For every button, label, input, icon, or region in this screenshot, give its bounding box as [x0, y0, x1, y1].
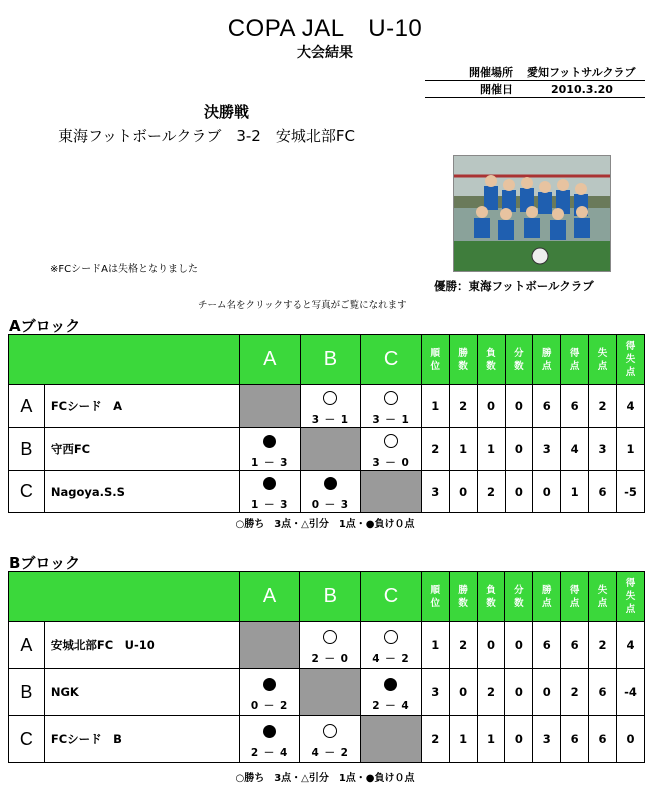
match-result-cell — [300, 622, 361, 669]
table-row — [9, 716, 645, 763]
page-subtitle: 大会結果 — [297, 45, 353, 61]
column-header-points — [533, 335, 561, 385]
column-header-text: 失点 — [597, 347, 608, 372]
column-header-text: 得失点 — [625, 341, 636, 378]
stat-cell: 2 — [477, 471, 505, 513]
column-header-draws — [505, 335, 533, 385]
match-result-cell — [239, 428, 300, 471]
column-header-text: 勝数 — [458, 347, 468, 372]
column-header-text: 負数 — [486, 347, 496, 372]
row-label: C — [9, 471, 45, 513]
win-icon — [323, 630, 337, 644]
stat-cell: 0 — [449, 669, 477, 716]
column-header-ga — [589, 572, 617, 622]
loss-icon — [384, 678, 397, 691]
stat-cell: 0 — [477, 385, 505, 428]
stat-cell: 2 — [561, 669, 589, 716]
loss-icon — [324, 477, 337, 490]
match-score: 1 － 3 — [251, 499, 289, 511]
column-header-text: 負数 — [486, 584, 496, 609]
diagonal-cell — [361, 471, 422, 513]
final-result: 東海フットボールクラブ 3-2 安城北部FC — [58, 127, 355, 145]
stat-cell: 3 — [589, 428, 617, 471]
column-header-wins — [449, 572, 477, 622]
win-icon — [384, 434, 398, 448]
column-header-losses — [477, 572, 505, 622]
stat-cell: 0 — [505, 385, 533, 428]
row-label: C — [9, 716, 45, 763]
column-header-rank — [421, 572, 449, 622]
team-name-link[interactable]: Nagoya.S.S — [44, 471, 239, 513]
column-header-text: 勝点 — [542, 584, 552, 609]
stat-cell: 2 — [421, 428, 449, 471]
column-header-c: C — [361, 335, 422, 385]
match-score: 3 － 0 — [372, 457, 410, 469]
venue-label: 開催場所 — [469, 66, 513, 79]
table-row — [9, 471, 645, 513]
match-score: 2 － 0 — [311, 653, 349, 665]
diagonal-cell — [239, 385, 300, 428]
match-result-cell — [300, 385, 361, 428]
row-label: B — [9, 669, 45, 716]
column-header-a: A — [239, 572, 300, 622]
column-header-text: 失点 — [597, 584, 608, 609]
column-header-gf — [561, 572, 589, 622]
stat-cell: 1 — [477, 428, 505, 471]
match-result-cell — [361, 622, 422, 669]
stat-cell: 0 — [449, 471, 477, 513]
stat-cell: 0 — [505, 471, 533, 513]
stat-cell: 6 — [561, 385, 589, 428]
stat-cell: 6 — [589, 471, 617, 513]
team-photo-image — [454, 156, 611, 272]
column-header-text: 得点 — [569, 584, 580, 609]
stat-cell: 6 — [561, 622, 589, 669]
stat-cell: 6 — [533, 622, 561, 669]
match-result-cell — [300, 716, 361, 763]
block-a-title: Aブロック — [9, 317, 81, 335]
match-result-cell — [361, 385, 422, 428]
row-label: B — [9, 428, 45, 471]
match-result-cell — [361, 428, 422, 471]
column-header-wins — [449, 335, 477, 385]
stat-cell: 2 — [421, 716, 449, 763]
diagonal-cell — [300, 669, 361, 716]
block-a-legend: ○勝ち 3点・△引分 1点・●負け０点 — [235, 519, 415, 530]
column-header-b: B — [300, 572, 361, 622]
match-score: 2 － 4 — [372, 699, 410, 712]
match-result-cell — [239, 471, 300, 513]
match-score: 0 － 2 — [250, 699, 289, 712]
winner-text: 優勝：東海フットボールクラブ — [434, 279, 594, 293]
stat-cell: 6 — [561, 716, 589, 763]
loss-icon — [263, 435, 276, 448]
stat-cell: 1 — [477, 716, 505, 763]
disqualification-note: ※FCシードAは失格となりました — [50, 264, 198, 275]
stat-cell: 0 — [617, 716, 645, 763]
match-score: 1 － 3 — [251, 456, 289, 469]
stat-cell: 2 — [449, 622, 477, 669]
column-header-gf — [561, 335, 589, 385]
table-header-row — [9, 335, 645, 385]
venue-value: 愛知フットサルクラブ — [527, 66, 636, 79]
match-score: 4 － 2 — [311, 747, 349, 759]
table-row — [9, 428, 645, 471]
match-result-cell — [361, 669, 422, 716]
stat-cell: 0 — [505, 716, 533, 763]
stat-cell: 3 — [421, 669, 449, 716]
stat-cell: 0 — [477, 622, 505, 669]
stat-cell: 3 — [533, 428, 561, 471]
match-score: 0 － 3 — [311, 499, 350, 511]
win-icon — [384, 630, 398, 644]
block-a-table — [8, 334, 645, 513]
match-result-cell — [300, 471, 361, 513]
match-result-cell — [239, 669, 300, 716]
column-header-losses — [477, 335, 505, 385]
block-b-title: Bブロック — [9, 554, 81, 572]
stat-cell: -4 — [617, 669, 645, 716]
date-label: 開催日 — [480, 83, 513, 96]
loss-icon — [263, 678, 276, 691]
stat-cell: 0 — [505, 622, 533, 669]
winner-team-photo — [453, 155, 611, 272]
column-header-b: B — [300, 335, 361, 385]
date-row — [425, 81, 645, 98]
column-header-gd — [617, 335, 645, 385]
match-score: 4 － 2 — [372, 653, 410, 665]
column-header-draws — [505, 572, 533, 622]
stat-cell: 0 — [505, 669, 533, 716]
stat-cell: 6 — [533, 385, 561, 428]
team-name-link[interactable]: 安城北部FC U-10 — [44, 622, 239, 669]
stat-cell: 6 — [589, 716, 617, 763]
column-header-text: 得点 — [569, 347, 580, 372]
stat-cell: 3 — [421, 471, 449, 513]
stat-cell: 4 — [617, 385, 645, 428]
column-header-text: 分数 — [514, 347, 524, 372]
header-blank — [9, 335, 240, 385]
stat-cell: 6 — [589, 669, 617, 716]
win-icon — [323, 724, 337, 738]
stat-cell: 1 — [421, 622, 449, 669]
column-header-text: 順位 — [430, 347, 441, 372]
loss-icon — [263, 477, 276, 490]
stat-cell: 1 — [617, 428, 645, 471]
win-icon — [323, 391, 337, 405]
stat-cell: 0 — [533, 669, 561, 716]
page-title: COPA JAL U-10 — [227, 15, 423, 42]
stat-cell: 4 — [561, 428, 589, 471]
match-result-cell — [239, 716, 300, 763]
win-icon — [384, 391, 398, 405]
stat-cell: 3 — [533, 716, 561, 763]
team-name-link[interactable]: FCシード A — [44, 385, 239, 428]
venue-info — [425, 64, 645, 98]
diagonal-cell — [239, 622, 300, 669]
column-header-gd — [617, 572, 645, 622]
table-header-row — [9, 572, 645, 622]
row-label: A — [9, 385, 45, 428]
column-header-ga — [589, 335, 617, 385]
loss-icon — [263, 725, 276, 738]
stat-cell: 4 — [617, 622, 645, 669]
column-header-text: 得失点 — [625, 578, 636, 615]
stat-cell: 2 — [589, 385, 617, 428]
team-name-link[interactable]: FCシード B — [44, 716, 239, 763]
team-name-link[interactable]: NGK — [44, 669, 239, 716]
header-blank — [9, 572, 240, 622]
stat-cell: 2 — [589, 622, 617, 669]
column-header-text: 分数 — [514, 584, 524, 609]
photo-hint: チーム名をクリックすると写真がご覧になれます — [198, 300, 407, 311]
match-score: 3 － 1 — [372, 414, 410, 426]
date-value: 2010.3.20 — [551, 82, 613, 96]
stat-cell: 1 — [449, 716, 477, 763]
block-b-legend: ○勝ち 3点・△引分 1点・●負け０点 — [235, 773, 415, 784]
stat-cell: 0 — [533, 471, 561, 513]
stat-cell: -5 — [617, 471, 645, 513]
table-row — [9, 385, 645, 428]
column-header-text: 勝点 — [542, 347, 552, 372]
stat-cell: 1 — [421, 385, 449, 428]
row-label: A — [9, 622, 45, 669]
stat-cell: 1 — [561, 471, 589, 513]
table-row — [9, 669, 645, 716]
stat-cell: 1 — [449, 428, 477, 471]
stat-cell: 0 — [505, 428, 533, 471]
match-score: 2 － 4 — [250, 746, 289, 759]
stat-cell: 2 — [477, 669, 505, 716]
column-header-text: 順位 — [430, 584, 440, 609]
column-header-a: A — [239, 335, 300, 385]
column-header-text: 勝数 — [458, 584, 468, 609]
diagonal-cell — [361, 716, 422, 763]
match-score: 3 － 1 — [311, 414, 350, 426]
venue-row — [425, 64, 645, 81]
column-header-c: C — [361, 572, 422, 622]
block-b-table — [8, 571, 645, 763]
team-name-link[interactable]: 守西FC — [44, 428, 239, 471]
stat-cell: 2 — [449, 385, 477, 428]
column-header-points — [533, 572, 561, 622]
diagonal-cell — [300, 428, 361, 471]
table-row — [9, 622, 645, 669]
column-header-rank — [421, 335, 449, 385]
final-label: 決勝戦 — [204, 103, 250, 121]
